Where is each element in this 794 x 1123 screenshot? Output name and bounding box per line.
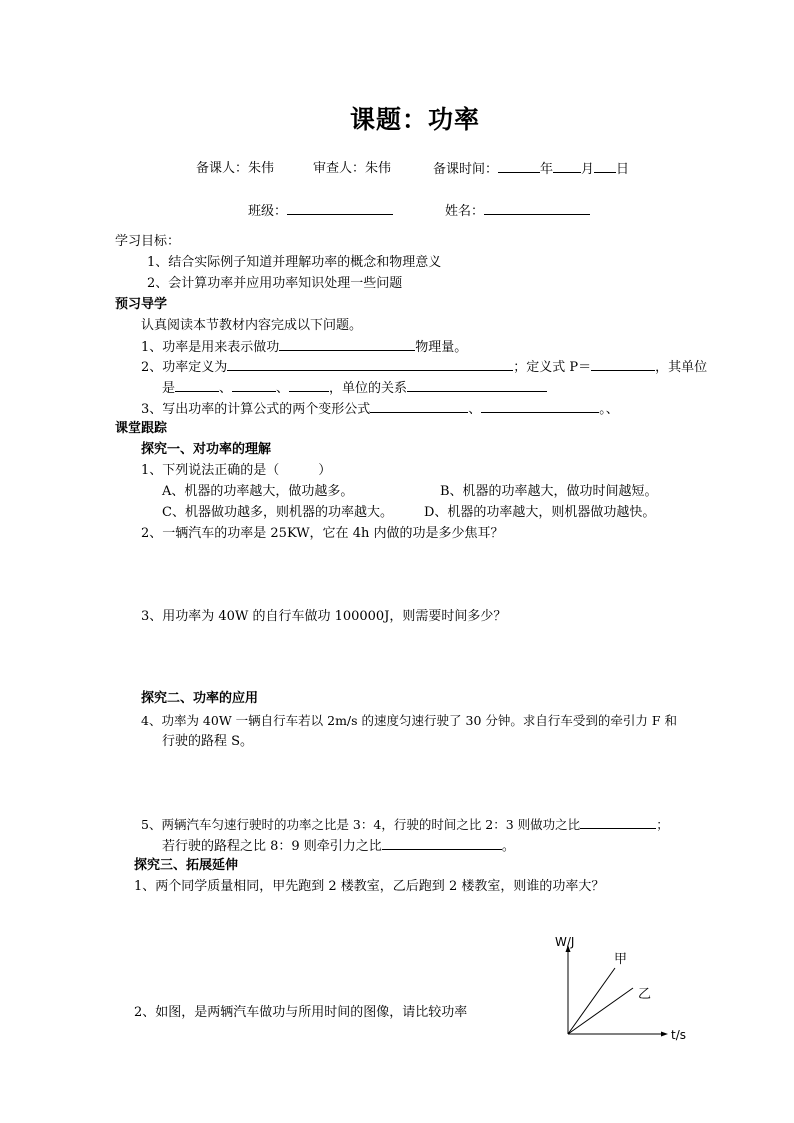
preparer-name: 朱伟 (248, 161, 275, 176)
separator: 、 (219, 381, 233, 396)
line-jia (568, 968, 615, 1034)
preview-intro: 认真阅读本节教材内容完成以下问题。 (141, 318, 363, 333)
explore2-title: 探究二、功率的应用 (141, 691, 259, 706)
explore1-q2: 2、一辆汽车的功率是 25KW，它在 4h 内做的功是多少焦耳？ (141, 526, 504, 541)
q2-line2-text: 是 (162, 381, 176, 396)
unit-relation-blank[interactable] (407, 379, 547, 392)
work-time-graph (545, 930, 695, 1045)
objective-item: 2、会计算功率并应用功率知识处理一些问题 (147, 276, 403, 291)
q2-text: 2、功率定义为 (141, 360, 228, 375)
reviewer-label: 审查人： (313, 161, 366, 176)
q1-blank[interactable] (279, 338, 415, 351)
line-jia-label: 甲 (614, 952, 628, 967)
q5-end: 。 (501, 839, 515, 854)
q2-definition-blank[interactable] (227, 358, 513, 371)
preview-heading: 预习导学 (115, 297, 168, 312)
y-axis-label: W/J (555, 935, 575, 949)
preview-q1 (141, 338, 467, 356)
year-label: 年 (540, 162, 554, 177)
name-blank[interactable] (484, 202, 590, 215)
preparer-info (196, 160, 274, 177)
preview-q2-line2 (162, 379, 547, 397)
prep-time (433, 160, 629, 178)
explore1-title: 探究一、对功率的理解 (141, 442, 272, 457)
day-label: 日 (616, 162, 630, 177)
class-label: 班级： (248, 204, 288, 219)
q3-end: 。、 (599, 402, 619, 417)
time-label: 备课时间： (433, 162, 499, 177)
q3-text: 3、写出功率的计算公式的两个变形公式 (141, 402, 371, 417)
preview-q2 (141, 358, 707, 376)
option-c: C、机器做功越多，则机器的功率越大。 (162, 505, 393, 520)
formula-blank-1[interactable] (370, 400, 468, 413)
q2-formula-label: ；定义式 P＝ (513, 360, 592, 375)
option-b: B、机器的功率越大，做功时间越短。 (440, 484, 658, 499)
separator: 、 (276, 381, 290, 396)
explore2-q4: 4、功率为 40W 一辆自行车若以 2m/s 的速度匀速行驶了 30 分钟。求自行车受到的牵引力 F 和 (141, 713, 678, 728)
q2-formula-blank[interactable] (591, 358, 655, 371)
option-d: D、机器的功率越大，则机器做功越快。 (424, 505, 656, 520)
x-axis-label: t/s (671, 1028, 686, 1042)
explore2-q4-line2: 行驶的路程 S。 (162, 734, 254, 749)
unit-blank-1[interactable] (175, 379, 219, 392)
q5-line2-text: 若行驶的路程之比 8：9 则牵引力之比 (162, 839, 382, 854)
explore2-q5-line2 (162, 837, 515, 855)
day-blank[interactable] (594, 160, 616, 173)
name-label: 姓名： (445, 204, 485, 219)
force-ratio-blank[interactable] (382, 837, 502, 850)
class-blank[interactable] (287, 202, 393, 215)
preview-q3 (141, 400, 619, 418)
objectives-heading: 学习目标： (115, 234, 181, 249)
q5-text: 5、两辆汽车匀速行驶时的功率之比是 3：4，行驶的时间之比 2：3 则做功之比 (141, 817, 581, 832)
objective-item: 1、结合实际例子知道并理解功率的概念和物理意义 (147, 255, 442, 270)
class-field (248, 202, 393, 220)
q1-text-end: 物理量。 (415, 340, 468, 355)
reviewer-name: 朱伟 (365, 161, 392, 176)
month-blank[interactable] (553, 160, 581, 173)
explore1-q1: 1、下列说法正确的是（ ） (141, 463, 332, 478)
separator: 、 (468, 402, 482, 417)
explore3-q2: 2、如图，是两辆汽车做功与所用时间的图像，请比较功率 (134, 1005, 468, 1020)
q2-unit-label: ，其单位 (655, 360, 708, 375)
reviewer-info (313, 160, 391, 177)
explore3-title: 探究三、拓展延伸 (134, 858, 239, 873)
line-yi (568, 988, 633, 1034)
year-blank[interactable] (498, 160, 540, 173)
classroom-heading: 课堂跟踪 (115, 421, 168, 436)
work-ratio-blank[interactable] (580, 816, 656, 829)
line-yi-label: 乙 (638, 987, 652, 1002)
q5-semicolon: ； (656, 817, 669, 832)
formula-blank-2[interactable] (481, 400, 599, 413)
page-title: 课题：功率 (349, 105, 480, 134)
q1-text: 1、功率是用来表示做功 (141, 340, 280, 355)
unit-relation-label: ，单位的关系 (329, 381, 408, 396)
month-label: 月 (581, 162, 595, 177)
explore1-q3: 3、用功率为 40W 的自行车做功 100000J，则需要时间多少？ (141, 609, 507, 624)
unit-blank-2[interactable] (232, 379, 276, 392)
unit-blank-3[interactable] (289, 379, 329, 392)
explore2-q5 (141, 816, 669, 833)
x-axis-arrow (661, 1032, 668, 1037)
explore3-q1: 1、两个同学质量相同，甲先跑到 2 楼教室，乙后跑到 2 楼教室，则谁的功率大？ (134, 879, 605, 894)
option-a: A、机器的功率越大，做功越多。 (162, 484, 354, 499)
name-field (445, 202, 590, 220)
preparer-label: 备课人： (196, 161, 249, 176)
